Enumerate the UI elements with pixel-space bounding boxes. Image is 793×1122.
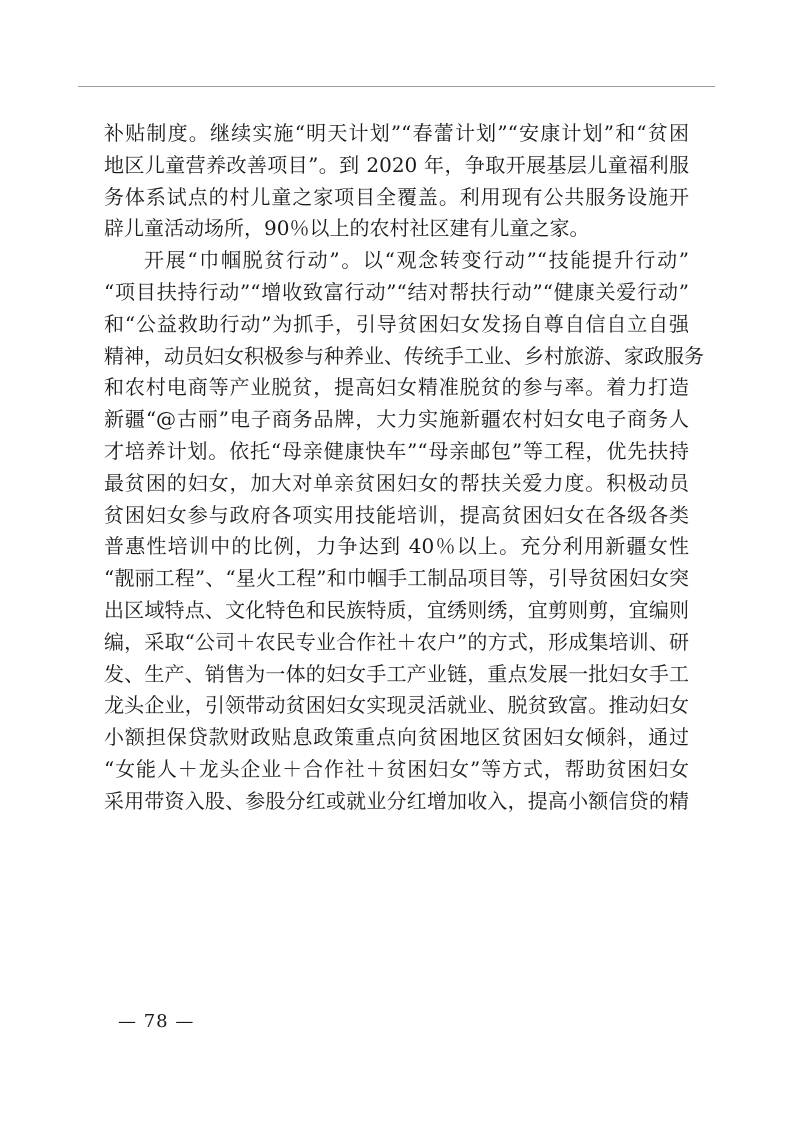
text-line: “靓丽工程”、“星火工程”和巾帼手工制品项目等，引导贫困妇女突 <box>104 566 689 591</box>
text-line: 和“公益救助行动”为抓手，引导贫困妇女发扬自尊自信自立自强 <box>104 311 689 336</box>
text-line: 补贴制度。继续实施“明天计划”“春蕾计划”“安康计划”和“贫困 <box>104 121 689 145</box>
text-line: 编，采取“公司＋农民专业合作社＋农户”的方式，形成集培训、研 <box>104 629 689 654</box>
text-line: 普惠性培训中的比例，力争达到 40％以上。充分利用新疆女性 <box>104 534 689 559</box>
text-line: 出区域特点、文化特色和民族特质，宜绣则绣，宜剪则剪，宜编则 <box>104 597 689 622</box>
text-line: 和农村电商等产业脱贫，提高妇女精准脱贫的参与率。着力打造 <box>104 375 689 400</box>
text-line: 龙头企业，引领带动贫困妇女实现灵活就业、脱贫致富。推动妇女 <box>104 693 689 718</box>
paragraph-1 <box>104 118 689 245</box>
text-line: 才培养计划。依托“母亲健康快车”“母亲邮包”等工程，优先扶持 <box>104 438 689 463</box>
text-line: 务体系试点的村儿童之家项目全覆盖。利用现有公共服务设施开 <box>104 184 689 209</box>
text-line: 最贫困的妇女，加大对单亲贫困妇女的帮扶关爱力度。积极动员 <box>104 470 689 495</box>
paragraph-2 <box>104 245 704 817</box>
header-rule <box>78 86 715 87</box>
text-line: 采用带资入股、参股分红或就业分红增加收入，提高小额信贷的精 <box>104 788 689 813</box>
text-line: 新疆“@古丽”电子商务品牌，大力实施新疆农村妇女电子商务人 <box>104 407 689 432</box>
text-line: “项目扶持行动”“增收致富行动”“结对帮扶行动”“健康关爱行动” <box>104 279 689 304</box>
text-line: 小额担保贷款财政贴息政策重点向贫困地区贫困妇女倾斜，通过 <box>104 725 689 750</box>
text-line: 发、生产、销售为一体的妇女手工产业链，重点发展一批妇女手工 <box>104 661 689 686</box>
text-line: 地区儿童营养改善项目”。到 2020 年，争取开展基层儿童福利服 <box>104 152 689 177</box>
text-line: 精神，动员妇女积极参与种养业、传统手工业、乡村旅游、家政服务 <box>104 343 704 368</box>
text-line: 辟儿童活动场所，90％以上的农村社区建有儿童之家。 <box>104 216 590 241</box>
text-line: 贫困妇女参与政府各项实用技能培训，提高贫困妇女在各级各类 <box>104 502 689 527</box>
body-text <box>104 118 704 818</box>
text-line: “女能人＋龙头企业＋合作社＋贫困妇女”等方式，帮助贫困妇女 <box>104 756 689 781</box>
text-line: 开展“巾帼脱贫行动”。以“观念转变行动”“技能提升行动” <box>144 248 689 273</box>
page-number: — 78 — <box>118 1011 195 1032</box>
